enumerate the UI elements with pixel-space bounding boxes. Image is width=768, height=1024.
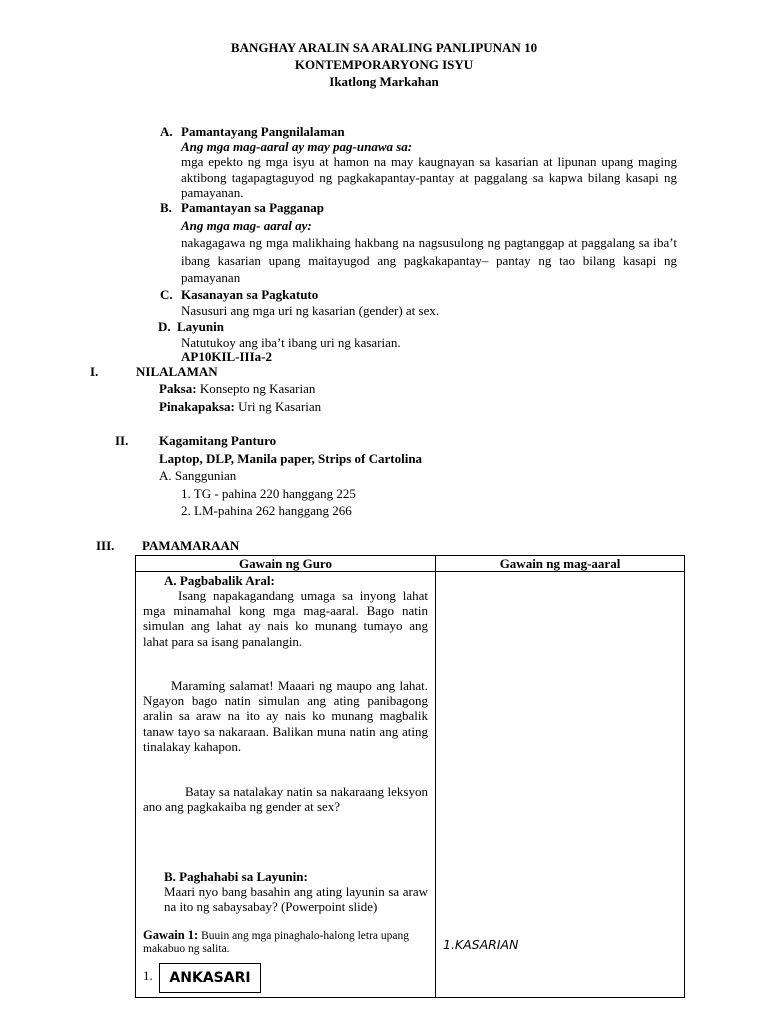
- section-d-label: D.: [158, 319, 171, 334]
- header-quarter: Ikatlong Markahan: [329, 74, 439, 89]
- materials-line: Laptop, DLP, Manila paper, Strips of Cartolina: [159, 451, 423, 466]
- section-b-title: Pamantayan sa Pagganap: [181, 200, 325, 215]
- paksa-label: Paksa:: [159, 381, 197, 396]
- sanggunian-heading: A. Sanggunian: [159, 468, 237, 483]
- procedure-table: [135, 555, 685, 998]
- section-a-text: mga epekto ng mga isyu at hamon na may kaugnayan sa kasarian at lipunan upang maging aktibong tagapagtaguyod ng pagkakapantay-pantay at paggalang sa kapwa bilang kasapi ng pamayanan.: [181, 154, 677, 200]
- part-2-numeral: II.: [115, 433, 129, 448]
- section-a-title: Pamantayang Pangnilalaman: [181, 124, 345, 139]
- section-b-text: nakagagawa ng mga malikhaing hakbang na nagsusulong ng pagtanggap at paggalang sa iba’t ibang kasarian upang maitayugod ang pagkakapantay– pantay ng tao bilang kasapi ng pamayanan: [181, 235, 677, 285]
- header-subtitle: KONTEMPORARYONG ISYU: [294, 57, 474, 72]
- section-b-label: B.: [160, 200, 172, 215]
- jumbled-word-box: ANKASARI: [159, 963, 261, 993]
- gawain-1-text: Buuin ang mga pinaghalo-halong letra upang makabuo ng salita.: [143, 930, 409, 955]
- greeting-paragraph: Isang napakagandang umaga sa inyong lahat mga minamahal kong mga mag-aaral. Bago natin simulan ang lahat ay nais ko munang tumayo ang lahat para sa isang panalangin.: [143, 588, 428, 649]
- part-2-title: Kagamitang Panturo: [159, 433, 277, 448]
- section-b-subtitle: Ang mga mag- aaral ay:: [181, 218, 312, 233]
- answer-1: 1.KASARIAN: [443, 937, 519, 952]
- teacher-activity-cell: [136, 572, 436, 998]
- reference-1: 1. TG - pahina 220 hanggang 225: [181, 486, 356, 501]
- part-3-title: PAMAMARAAN: [142, 538, 240, 553]
- section-d-text: Natutukoy ang iba’t ibang uri ng kasarian.: [181, 335, 401, 350]
- item-1-number: 1.: [143, 968, 153, 983]
- teacher-column-header: Gawain ng Guro: [136, 556, 436, 572]
- section-a-subtitle: Ang mga mag-aaral ay may pag-unawa sa:: [181, 139, 413, 154]
- gawain-1-label: Gawain 1:: [143, 928, 199, 942]
- section-c-title: Kasanayan sa Pagkatuto: [181, 287, 319, 302]
- competency-code: AP10KIL-IIIa-2: [181, 349, 273, 364]
- paghahabi-title: B. Paghahabi sa Layunin:: [164, 869, 308, 884]
- section-c-label: C.: [160, 287, 173, 302]
- section-d-title: Layunin: [177, 319, 224, 334]
- part-1-numeral: I.: [90, 364, 99, 379]
- pinakapaksa-label: Pinakapaksa:: [159, 399, 235, 414]
- part-1-title: NILALAMAN: [136, 364, 218, 379]
- reference-2: 2. LM-pahina 262 hanggang 266: [181, 503, 352, 518]
- section-c-text: Nasusuri ang mga uri ng kasarian (gender) at sex.: [181, 303, 440, 318]
- pinakapaksa-line: [159, 399, 321, 415]
- section-a-label: A.: [160, 124, 173, 139]
- header-title: BANGHAY ARALIN SA ARALING PANLIPUNAN 10: [230, 40, 538, 55]
- paksa-value: Konsepto ng Kasarian: [199, 381, 316, 396]
- question-paragraph: Batay sa natalakay natin sa nakaraang leksyon ano ang pagkakaiba ng gender at sex?: [143, 784, 428, 815]
- student-activity-cell: [436, 572, 685, 998]
- student-column-header: Gawain ng mag-aaral: [436, 556, 685, 572]
- part-3-numeral: III.: [96, 538, 115, 553]
- gawain-1-instruction: [143, 929, 429, 956]
- pinakapaksa-value: Uri ng Kasarian: [238, 399, 322, 414]
- review-paragraph: Maraming salamat! Maaari ng maupo ang lahat. Ngayon bago natin simulan ang ating panibagong aralin sa araw na ito ay nais ko munang magbalik tanaw tayo sa nakaraan. Balikan muna natin ang ating tinalakay kahapon.: [143, 678, 428, 754]
- pagbabalik-aral-title: A. Pagbabalik Aral:: [164, 573, 275, 588]
- paksa-line: [159, 381, 315, 397]
- objective-instruction: Maari nyo bang basahin ang ating layunin sa araw na ito ng sabaysabay? (Powerpoint slide): [164, 884, 428, 914]
